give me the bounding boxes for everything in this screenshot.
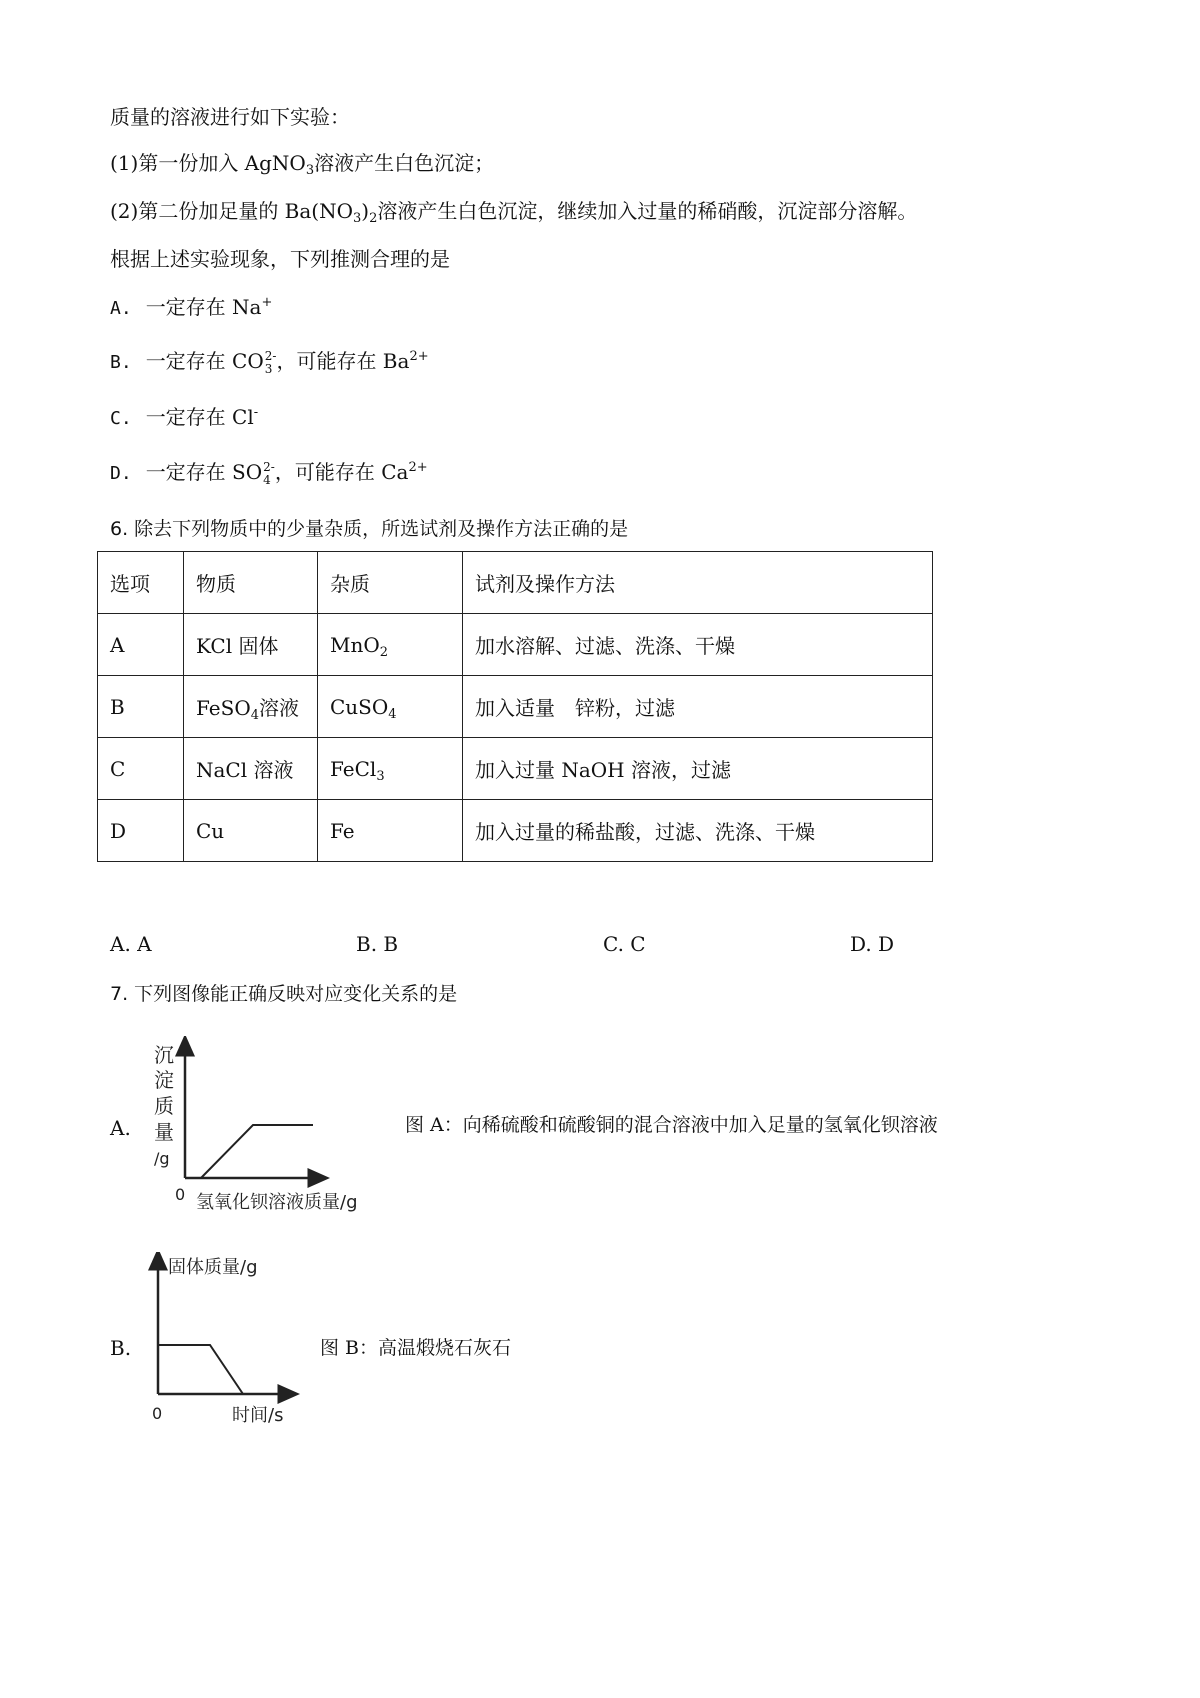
y-axis-label: 固体质量/g: [168, 1257, 258, 1278]
graph-b: [140, 1252, 310, 1432]
y-label-char: /g: [154, 1149, 170, 1168]
x-axis-label: 时间/s: [232, 1405, 284, 1426]
cell-substance: NaCl 溶液: [184, 738, 318, 800]
answer-c[interactable]: C. C: [603, 932, 646, 956]
origin-label: 0: [152, 1404, 163, 1423]
cell-substance: FeSO$_4$溶液: [184, 676, 318, 738]
y-label-char: 质: [154, 1094, 174, 1118]
graph-a: [140, 1036, 400, 1216]
q5-step2: (2)第二份加足量的 $Ba(NO_3)_2$溶液产生白色沉淀，继续加入过量的稀硝酸，沉淀部分溶解。: [110, 199, 918, 226]
table-row: [98, 800, 933, 862]
x-axis-label: 氢氧化钡溶液质量/g: [196, 1192, 358, 1213]
q7-question: 7. 下列图像能正确反映对应变化关系的是: [110, 983, 458, 1005]
q5-question: 根据上述实验现象，下列推测合理的是: [110, 247, 450, 271]
cell-option: B: [98, 676, 184, 738]
q6-question: 6. 除去下列物质中的少量杂质，所选试剂及操作方法正确的是: [110, 518, 629, 540]
q7-caption-b: 图 B：高温煅烧石灰石: [320, 1337, 512, 1359]
q5-option-c[interactable]: C. 一定存在 Cl-: [110, 405, 259, 429]
answer-a[interactable]: A. A: [110, 932, 152, 956]
cell-impurity: Fe: [318, 800, 463, 862]
cell-impurity: CuSO$_4$: [318, 676, 463, 738]
table-row: [98, 676, 933, 738]
origin-label: 0: [175, 1185, 186, 1204]
cell-method: 加入过量 NaOH 溶液，过滤: [463, 738, 933, 800]
y-label-char: 淀: [154, 1068, 174, 1092]
table-row: [98, 738, 933, 800]
answer-d[interactable]: D. D: [850, 932, 895, 956]
cell-impurity: MnO$_2$: [318, 614, 463, 676]
header-method: 试剂及操作方法: [463, 552, 933, 614]
table-row: [98, 614, 933, 676]
answer-b[interactable]: B. B: [356, 932, 399, 956]
cell-method: 加水溶解、过滤、洗涤、干燥: [463, 614, 933, 676]
q5-intro: 质量的溶液进行如下实验：: [110, 105, 350, 129]
header-impurity: 杂质: [318, 552, 463, 614]
q7-option-a-letter[interactable]: A.: [110, 1116, 131, 1140]
cell-substance: Cu: [184, 800, 318, 862]
cell-method: 加入过量的稀盐酸，过滤、洗涤、干燥: [463, 800, 933, 862]
q6-table: [97, 551, 933, 862]
header-substance: 物质: [184, 552, 318, 614]
q5-option-a[interactable]: A. 一定存在 Na+: [110, 295, 273, 319]
header-option: 选项: [98, 552, 184, 614]
q5-step1: (1)第一份加入 AgNO$_3$溶液产生白色沉淀；: [110, 151, 495, 178]
table-header-row: [98, 552, 933, 614]
cell-option: C: [98, 738, 184, 800]
curve-b: [158, 1345, 243, 1394]
q5-option-d[interactable]: D. 一定存在 SO 2- 4 ，可能存在 $Ca^{2+}$: [110, 459, 428, 487]
cell-substance: KCl 固体: [184, 614, 318, 676]
q7-caption-a: 图 A：向稀硫酸和硫酸铜的混合溶液中加入足量的氢氧化钡溶液: [405, 1114, 938, 1136]
cell-option: D: [98, 800, 184, 862]
q5-option-b[interactable]: B. 一定存在 CO 2- 3 ，可能存在 $Ba^{2+}$: [110, 348, 429, 376]
q7-option-b-letter[interactable]: B.: [110, 1336, 132, 1360]
cell-impurity: FeCl$_3$: [318, 738, 463, 800]
cell-method: 加入适量 锌粉，过滤: [463, 676, 933, 738]
y-label-char: 沉: [154, 1043, 174, 1067]
cell-option: A: [98, 614, 184, 676]
curve-a: [201, 1125, 313, 1178]
y-label-char: 量: [154, 1120, 174, 1144]
